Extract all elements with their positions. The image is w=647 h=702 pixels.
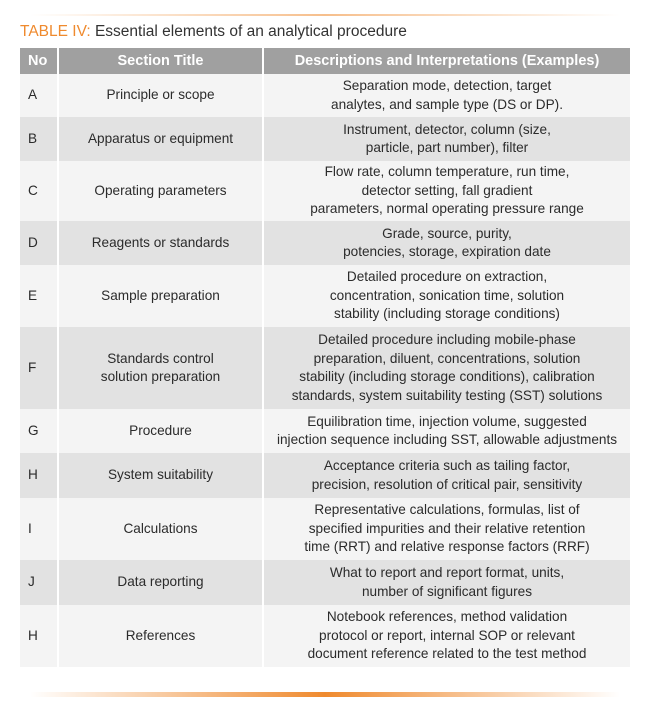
table-row (20, 265, 630, 327)
row-description: Flow rate, column temperature, run time, detector setting, fall gradient parameters, normal operating pressure range (263, 161, 630, 221)
row-no: G (20, 409, 58, 453)
row-description: Separation mode, detection, target analytes, and sample type (DS or DP). (263, 74, 630, 117)
table-row (20, 453, 630, 498)
row-section-title: Principle or scope (58, 74, 263, 117)
row-no: F (20, 327, 58, 409)
row-no: E (20, 265, 58, 327)
row-no: I (20, 498, 58, 560)
row-description: Detailed procedure on extraction, concentration, sonication time, solution stability (including storage conditions) (263, 265, 630, 327)
row-no: D (20, 221, 58, 265)
row-no: H (20, 605, 58, 667)
table-row (20, 560, 630, 605)
bottom-divider (30, 692, 620, 697)
row-description: What to report and report format, units, number of significant figures (263, 560, 630, 605)
row-section-title: Procedure (58, 409, 263, 453)
table-row (20, 221, 630, 265)
table-row (20, 327, 630, 409)
row-description: Grade, source, purity, potencies, storage, expiration date (263, 221, 630, 265)
row-description: Acceptance criteria such as tailing factor, precision, resolution of critical pair, sensitivity (263, 453, 630, 498)
row-description: Representative calculations, formulas, list of specified impurities and their relative retention time (RRT) and relative response factors (RRF) (263, 498, 630, 560)
row-section-title: References (58, 605, 263, 667)
row-description: Detailed procedure including mobile-phase preparation, diluent, concentrations, solution stability (including storage conditions), calibration standards, system suitability testing (SST) solutions (263, 327, 630, 409)
header-descriptions: Descriptions and Interpretations (Examples) (263, 48, 630, 74)
header-section-title: Section Title (58, 48, 263, 74)
table-row (20, 117, 630, 161)
procedure-table (20, 48, 630, 667)
row-no: C (20, 161, 58, 221)
header-no: No (20, 48, 58, 74)
row-section-title: Calculations (58, 498, 263, 560)
table-row (20, 498, 630, 560)
row-no: B (20, 117, 58, 161)
row-description: Instrument, detector, column (size, particle, part number), filter (263, 117, 630, 161)
row-section-title: System suitability (58, 453, 263, 498)
row-section-title: Data reporting (58, 560, 263, 605)
row-no: J (20, 560, 58, 605)
row-description: Equilibration time, injection volume, suggested injection sequence including SST, allowable adjustments (263, 409, 630, 453)
table-label: TABLE IV: (20, 23, 91, 40)
row-section-title: Reagents or standards (58, 221, 263, 265)
row-no: A (20, 74, 58, 117)
table-row (20, 409, 630, 453)
table-caption (20, 23, 407, 41)
row-no: H (20, 453, 58, 498)
top-divider (30, 14, 620, 16)
table-row (20, 161, 630, 221)
table-caption-text: Essential elements of an analytical procedure (90, 23, 407, 40)
row-section-title: Apparatus or equipment (58, 117, 263, 161)
table-row (20, 74, 630, 117)
table-row (20, 605, 630, 667)
header-row (20, 48, 630, 74)
row-description: Notebook references, method validation protocol or report, internal SOP or relevant document reference related to the test method (263, 605, 630, 667)
row-section-title: Standards control solution preparation (58, 327, 263, 409)
row-section-title: Operating parameters (58, 161, 263, 221)
row-section-title: Sample preparation (58, 265, 263, 327)
